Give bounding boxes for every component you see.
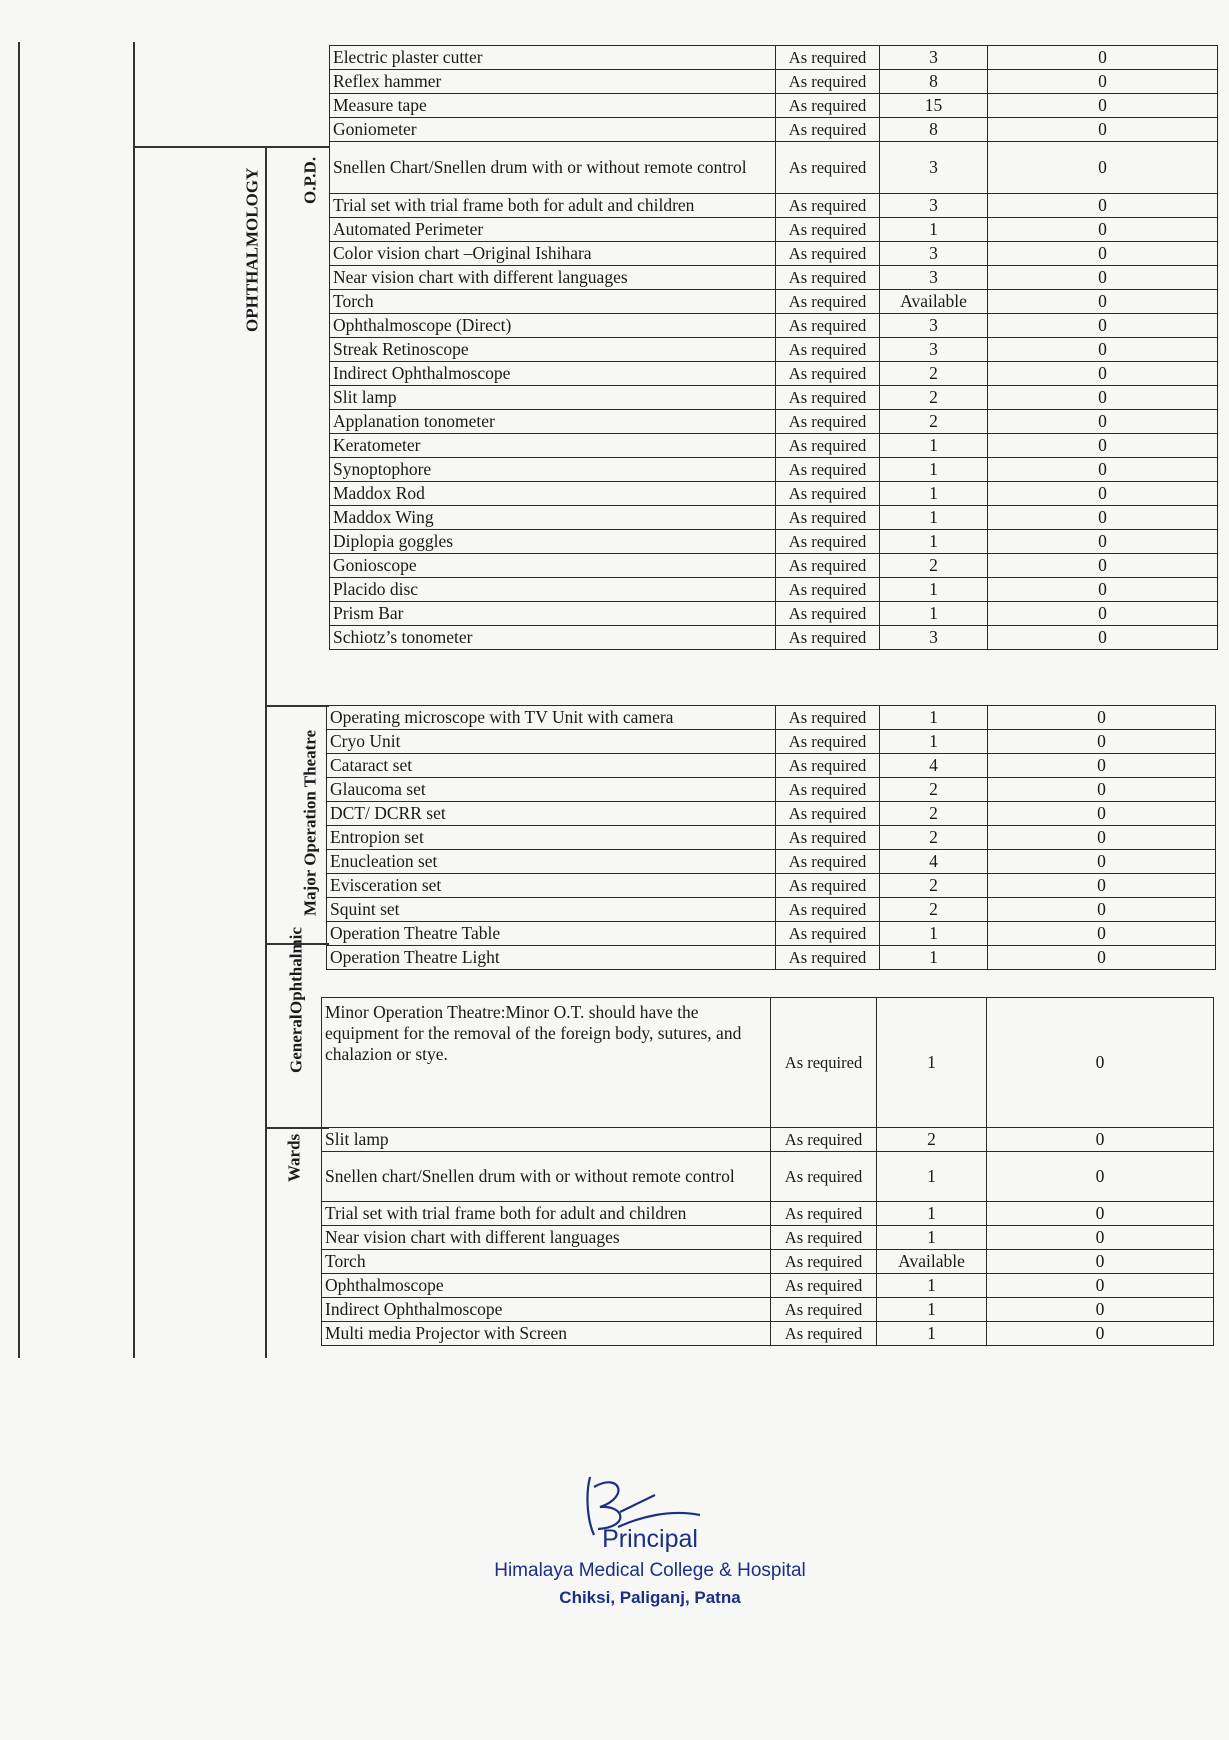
requirement-cell: As required [776, 410, 880, 434]
table-row [330, 578, 1218, 602]
available-cell: 0 [988, 826, 1216, 850]
available-cell: 0 [988, 602, 1218, 626]
requirement-cell: As required [776, 242, 880, 266]
table-row [330, 242, 1218, 266]
quantity-cell: 1 [880, 434, 988, 458]
requirement-cell: As required [776, 314, 880, 338]
college-address: Chiksi, Paliganj, Patna [559, 1588, 741, 1607]
requirement-cell: As required [776, 530, 880, 554]
table-row [322, 1274, 1214, 1298]
major-ot-label: Major Operation Theatre [300, 729, 320, 917]
quantity-cell: 3 [880, 266, 988, 290]
major-ot-top-rule [265, 705, 329, 707]
quantity-cell: 4 [880, 850, 988, 874]
table-row [330, 118, 1218, 142]
equipment-table-block-1 [329, 45, 1218, 650]
quantity-cell: 1 [880, 706, 988, 730]
available-cell: 0 [988, 434, 1218, 458]
table-row [330, 338, 1218, 362]
quantity-cell: Available [877, 1250, 987, 1274]
table-row [327, 754, 1216, 778]
quantity-cell: 1 [880, 218, 988, 242]
college-name: Himalaya Medical College & Hospital [494, 1560, 806, 1581]
quantity-cell: 1 [880, 602, 988, 626]
available-cell: 0 [988, 506, 1218, 530]
quantity-cell: 2 [880, 802, 988, 826]
item-cell: Reflex hammer [330, 70, 776, 94]
available-cell: 0 [988, 730, 1216, 754]
table-row [330, 554, 1218, 578]
item-cell: Cryo Unit [327, 730, 776, 754]
requirement-cell: As required [771, 1202, 877, 1226]
item-cell: Trial set with trial frame both for adult and children [330, 194, 776, 218]
requirement-cell: As required [776, 458, 880, 482]
quantity-cell: 2 [880, 554, 988, 578]
requirement-cell: As required [771, 1274, 877, 1298]
table-row [322, 998, 1214, 1128]
item-cell: Schiotz’s tonometer [330, 626, 776, 650]
table-row [322, 1250, 1214, 1274]
item-cell: Cataract set [327, 754, 776, 778]
item-cell: Ophthalmoscope (Direct) [330, 314, 776, 338]
quantity-cell: 2 [880, 874, 988, 898]
requirement-cell: As required [771, 1226, 877, 1250]
item-cell: Ophthalmoscope [322, 1274, 771, 1298]
requirement-cell: As required [776, 118, 880, 142]
requirement-cell: As required [776, 290, 880, 314]
requirement-cell: As required [776, 194, 880, 218]
requirement-cell: As required [776, 626, 880, 650]
available-cell: 0 [988, 218, 1218, 242]
available-cell: 0 [988, 850, 1216, 874]
item-cell: Near vision chart with different languages [330, 266, 776, 290]
available-cell: 0 [988, 898, 1216, 922]
quantity-cell: 3 [880, 626, 988, 650]
available-cell: 0 [988, 290, 1218, 314]
table-row [330, 458, 1218, 482]
available-cell: 0 [988, 946, 1216, 970]
item-cell: Indirect Ophthalmoscope [322, 1298, 771, 1322]
ophthalmic-label: Ophthalmic [286, 927, 306, 1015]
available-cell: 0 [987, 1322, 1214, 1346]
requirement-cell: As required [776, 898, 880, 922]
wards-label: Wards [284, 1133, 304, 1183]
table-row [330, 482, 1218, 506]
item-cell: Indirect Ophthalmoscope [330, 362, 776, 386]
table-row [327, 946, 1216, 970]
table-row [330, 194, 1218, 218]
item-cell: Streak Retinoscope [330, 338, 776, 362]
item-cell: Glaucoma set [327, 778, 776, 802]
table-row [330, 94, 1218, 118]
available-cell: 0 [988, 530, 1218, 554]
available-cell: 0 [987, 1274, 1214, 1298]
item-cell: Squint set [327, 898, 776, 922]
requirement-cell: As required [776, 338, 880, 362]
table-row [330, 142, 1218, 194]
opd-label: O.P.D. [300, 156, 320, 204]
requirement-cell: As required [776, 602, 880, 626]
requirement-cell: As required [776, 362, 880, 386]
requirement-cell: As required [776, 434, 880, 458]
outer-left-border [18, 42, 20, 1358]
available-cell: 0 [988, 626, 1218, 650]
available-cell: 0 [988, 802, 1216, 826]
requirement-cell: As required [776, 506, 880, 530]
available-cell: 0 [988, 242, 1218, 266]
item-cell: Prism Bar [330, 602, 776, 626]
quantity-cell: 3 [880, 242, 988, 266]
quantity-cell: 3 [880, 338, 988, 362]
requirement-cell: As required [771, 998, 877, 1128]
table-row [330, 386, 1218, 410]
table-row [327, 898, 1216, 922]
available-cell: 0 [988, 118, 1218, 142]
quantity-cell: 1 [880, 530, 988, 554]
requirement-cell: As required [776, 94, 880, 118]
item-cell: Minor Operation Theatre:Minor O.T. should have the equipment for the removal of the foreign body, sutures, and chalazion or stye. [322, 998, 771, 1128]
table-row [330, 434, 1218, 458]
item-cell: Synoptophore [330, 458, 776, 482]
item-cell: DCT/ DCRR set [327, 802, 776, 826]
quantity-cell: 1 [877, 1152, 987, 1202]
requirement-cell: As required [776, 826, 880, 850]
requirement-cell: As required [771, 1250, 877, 1274]
quantity-cell: 2 [880, 778, 988, 802]
requirement-cell: As required [771, 1298, 877, 1322]
available-cell: 0 [988, 46, 1218, 70]
available-cell: 0 [988, 70, 1218, 94]
department-column-border [133, 42, 135, 1358]
table-row [330, 362, 1218, 386]
table-row [330, 70, 1218, 94]
requirement-cell: As required [776, 850, 880, 874]
quantity-cell: 1 [880, 578, 988, 602]
table-row [330, 530, 1218, 554]
available-cell: 0 [988, 338, 1218, 362]
table-row [322, 1226, 1214, 1250]
table-row [327, 778, 1216, 802]
item-cell: Trial set with trial frame both for adult and children [322, 1202, 771, 1226]
available-cell: 0 [988, 554, 1218, 578]
item-cell: Electric plaster cutter [330, 46, 776, 70]
general-ophthalmic-label [266, 927, 328, 1073]
item-cell: Slit lamp [330, 386, 776, 410]
quantity-cell: 1 [877, 1298, 987, 1322]
quantity-cell: 8 [880, 70, 988, 94]
requirement-cell: As required [776, 578, 880, 602]
quantity-cell: 2 [880, 898, 988, 922]
available-cell: 0 [988, 266, 1218, 290]
quantity-cell: 4 [880, 754, 988, 778]
available-cell: 0 [988, 754, 1216, 778]
available-cell: 0 [988, 362, 1218, 386]
table-row [330, 290, 1218, 314]
item-cell: Snellen chart/Snellen drum with or without remote control [322, 1152, 771, 1202]
quantity-cell: 3 [880, 314, 988, 338]
item-cell: Operating microscope with TV Unit with camera [327, 706, 776, 730]
table-row [327, 874, 1216, 898]
table-row [330, 218, 1218, 242]
item-cell: Maddox Rod [330, 482, 776, 506]
table-row [327, 706, 1216, 730]
table-row [322, 1128, 1214, 1152]
signature-scribble-icon [560, 1467, 700, 1547]
requirement-cell: As required [776, 802, 880, 826]
table-row [330, 506, 1218, 530]
requirement-cell: As required [771, 1128, 877, 1152]
item-cell: Color vision chart –Original Ishihara [330, 242, 776, 266]
quantity-cell: 1 [880, 482, 988, 506]
table-row [330, 314, 1218, 338]
quantity-cell: Available [880, 290, 988, 314]
item-cell: Slit lamp [322, 1128, 771, 1152]
quantity-cell: 15 [880, 94, 988, 118]
table-row [327, 850, 1216, 874]
item-cell: Multi media Projector with Screen [322, 1322, 771, 1346]
requirement-cell: As required [776, 874, 880, 898]
item-cell: Torch [330, 290, 776, 314]
table-row [327, 922, 1216, 946]
general-label: General [286, 1014, 306, 1073]
item-cell: Measure tape [330, 94, 776, 118]
quantity-cell: 1 [880, 506, 988, 530]
item-cell: Keratometer [330, 434, 776, 458]
item-cell: Evisceration set [327, 874, 776, 898]
item-cell: Maddox Wing [330, 506, 776, 530]
requirement-cell: As required [776, 70, 880, 94]
quantity-cell: 8 [880, 118, 988, 142]
department-top-rule [133, 146, 329, 148]
available-cell: 0 [988, 778, 1216, 802]
available-cell: 0 [988, 314, 1218, 338]
requirement-cell: As required [776, 142, 880, 194]
available-cell: 0 [987, 1202, 1214, 1226]
available-cell: 0 [988, 386, 1218, 410]
available-cell: 0 [988, 482, 1218, 506]
requirement-cell: As required [776, 218, 880, 242]
table-row [327, 730, 1216, 754]
available-cell: 0 [987, 1250, 1214, 1274]
quantity-cell: 1 [877, 1322, 987, 1346]
item-cell: Operation Theatre Table [327, 922, 776, 946]
available-cell: 0 [988, 458, 1218, 482]
quantity-cell: 2 [880, 362, 988, 386]
available-cell: 0 [988, 706, 1216, 730]
table-row [330, 410, 1218, 434]
quantity-cell: 2 [880, 826, 988, 850]
quantity-cell: 1 [877, 1202, 987, 1226]
table-row [330, 626, 1218, 650]
quantity-cell: 2 [880, 386, 988, 410]
table-row [327, 802, 1216, 826]
equipment-table-block-3 [321, 997, 1214, 1346]
signature-block [460, 1525, 840, 1608]
available-cell: 0 [987, 1226, 1214, 1250]
available-cell: 0 [988, 94, 1218, 118]
quantity-cell: 3 [880, 142, 988, 194]
item-cell: Applanation tonometer [330, 410, 776, 434]
table-row [322, 1152, 1214, 1202]
available-cell: 0 [988, 194, 1218, 218]
available-cell: 0 [987, 998, 1214, 1128]
table-row [330, 266, 1218, 290]
requirement-cell: As required [776, 46, 880, 70]
available-cell: 0 [987, 1298, 1214, 1322]
available-cell: 0 [988, 874, 1216, 898]
item-cell: Operation Theatre Light [327, 946, 776, 970]
requirement-cell: As required [776, 922, 880, 946]
available-cell: 0 [987, 1152, 1214, 1202]
requirement-cell: As required [776, 386, 880, 410]
quantity-cell: 1 [880, 922, 988, 946]
quantity-cell: 1 [880, 458, 988, 482]
requirement-cell: As required [776, 730, 880, 754]
available-cell: 0 [988, 142, 1218, 194]
requirement-cell: As required [776, 554, 880, 578]
table-row [327, 826, 1216, 850]
item-cell: Near vision chart with different languages [322, 1226, 771, 1250]
requirement-cell: As required [771, 1152, 877, 1202]
table-row [330, 46, 1218, 70]
requirement-cell: As required [776, 778, 880, 802]
table-row [322, 1202, 1214, 1226]
quantity-cell: 3 [880, 46, 988, 70]
requirement-cell: As required [776, 946, 880, 970]
item-cell: Automated Perimeter [330, 218, 776, 242]
available-cell: 0 [987, 1128, 1214, 1152]
signature-title: Principal [602, 1525, 698, 1553]
requirement-cell: As required [776, 706, 880, 730]
item-cell: Torch [322, 1250, 771, 1274]
item-cell: Placido disc [330, 578, 776, 602]
quantity-cell: 1 [877, 998, 987, 1128]
quantity-cell: 1 [877, 1274, 987, 1298]
quantity-cell: 2 [877, 1128, 987, 1152]
requirement-cell: As required [776, 482, 880, 506]
requirement-cell: As required [771, 1322, 877, 1346]
available-cell: 0 [988, 410, 1218, 434]
item-cell: Gonioscope [330, 554, 776, 578]
table-row [330, 602, 1218, 626]
quantity-cell: 1 [880, 730, 988, 754]
item-cell: Diplopia goggles [330, 530, 776, 554]
item-cell: Enucleation set [327, 850, 776, 874]
requirement-cell: As required [776, 754, 880, 778]
item-cell: Goniometer [330, 118, 776, 142]
table-row [322, 1298, 1214, 1322]
item-cell: Entropion set [327, 826, 776, 850]
equipment-table-block-2 [326, 705, 1216, 970]
quantity-cell: 1 [880, 946, 988, 970]
quantity-cell: 2 [880, 410, 988, 434]
quantity-cell: 1 [877, 1226, 987, 1250]
table-row [322, 1322, 1214, 1346]
quantity-cell: 3 [880, 194, 988, 218]
requirement-cell: As required [776, 266, 880, 290]
department-label: OPHTHALMOLOGY [242, 167, 262, 333]
available-cell: 0 [988, 578, 1218, 602]
available-cell: 0 [988, 922, 1216, 946]
item-cell: Snellen Chart/Snellen drum with or without remote control [330, 142, 776, 194]
